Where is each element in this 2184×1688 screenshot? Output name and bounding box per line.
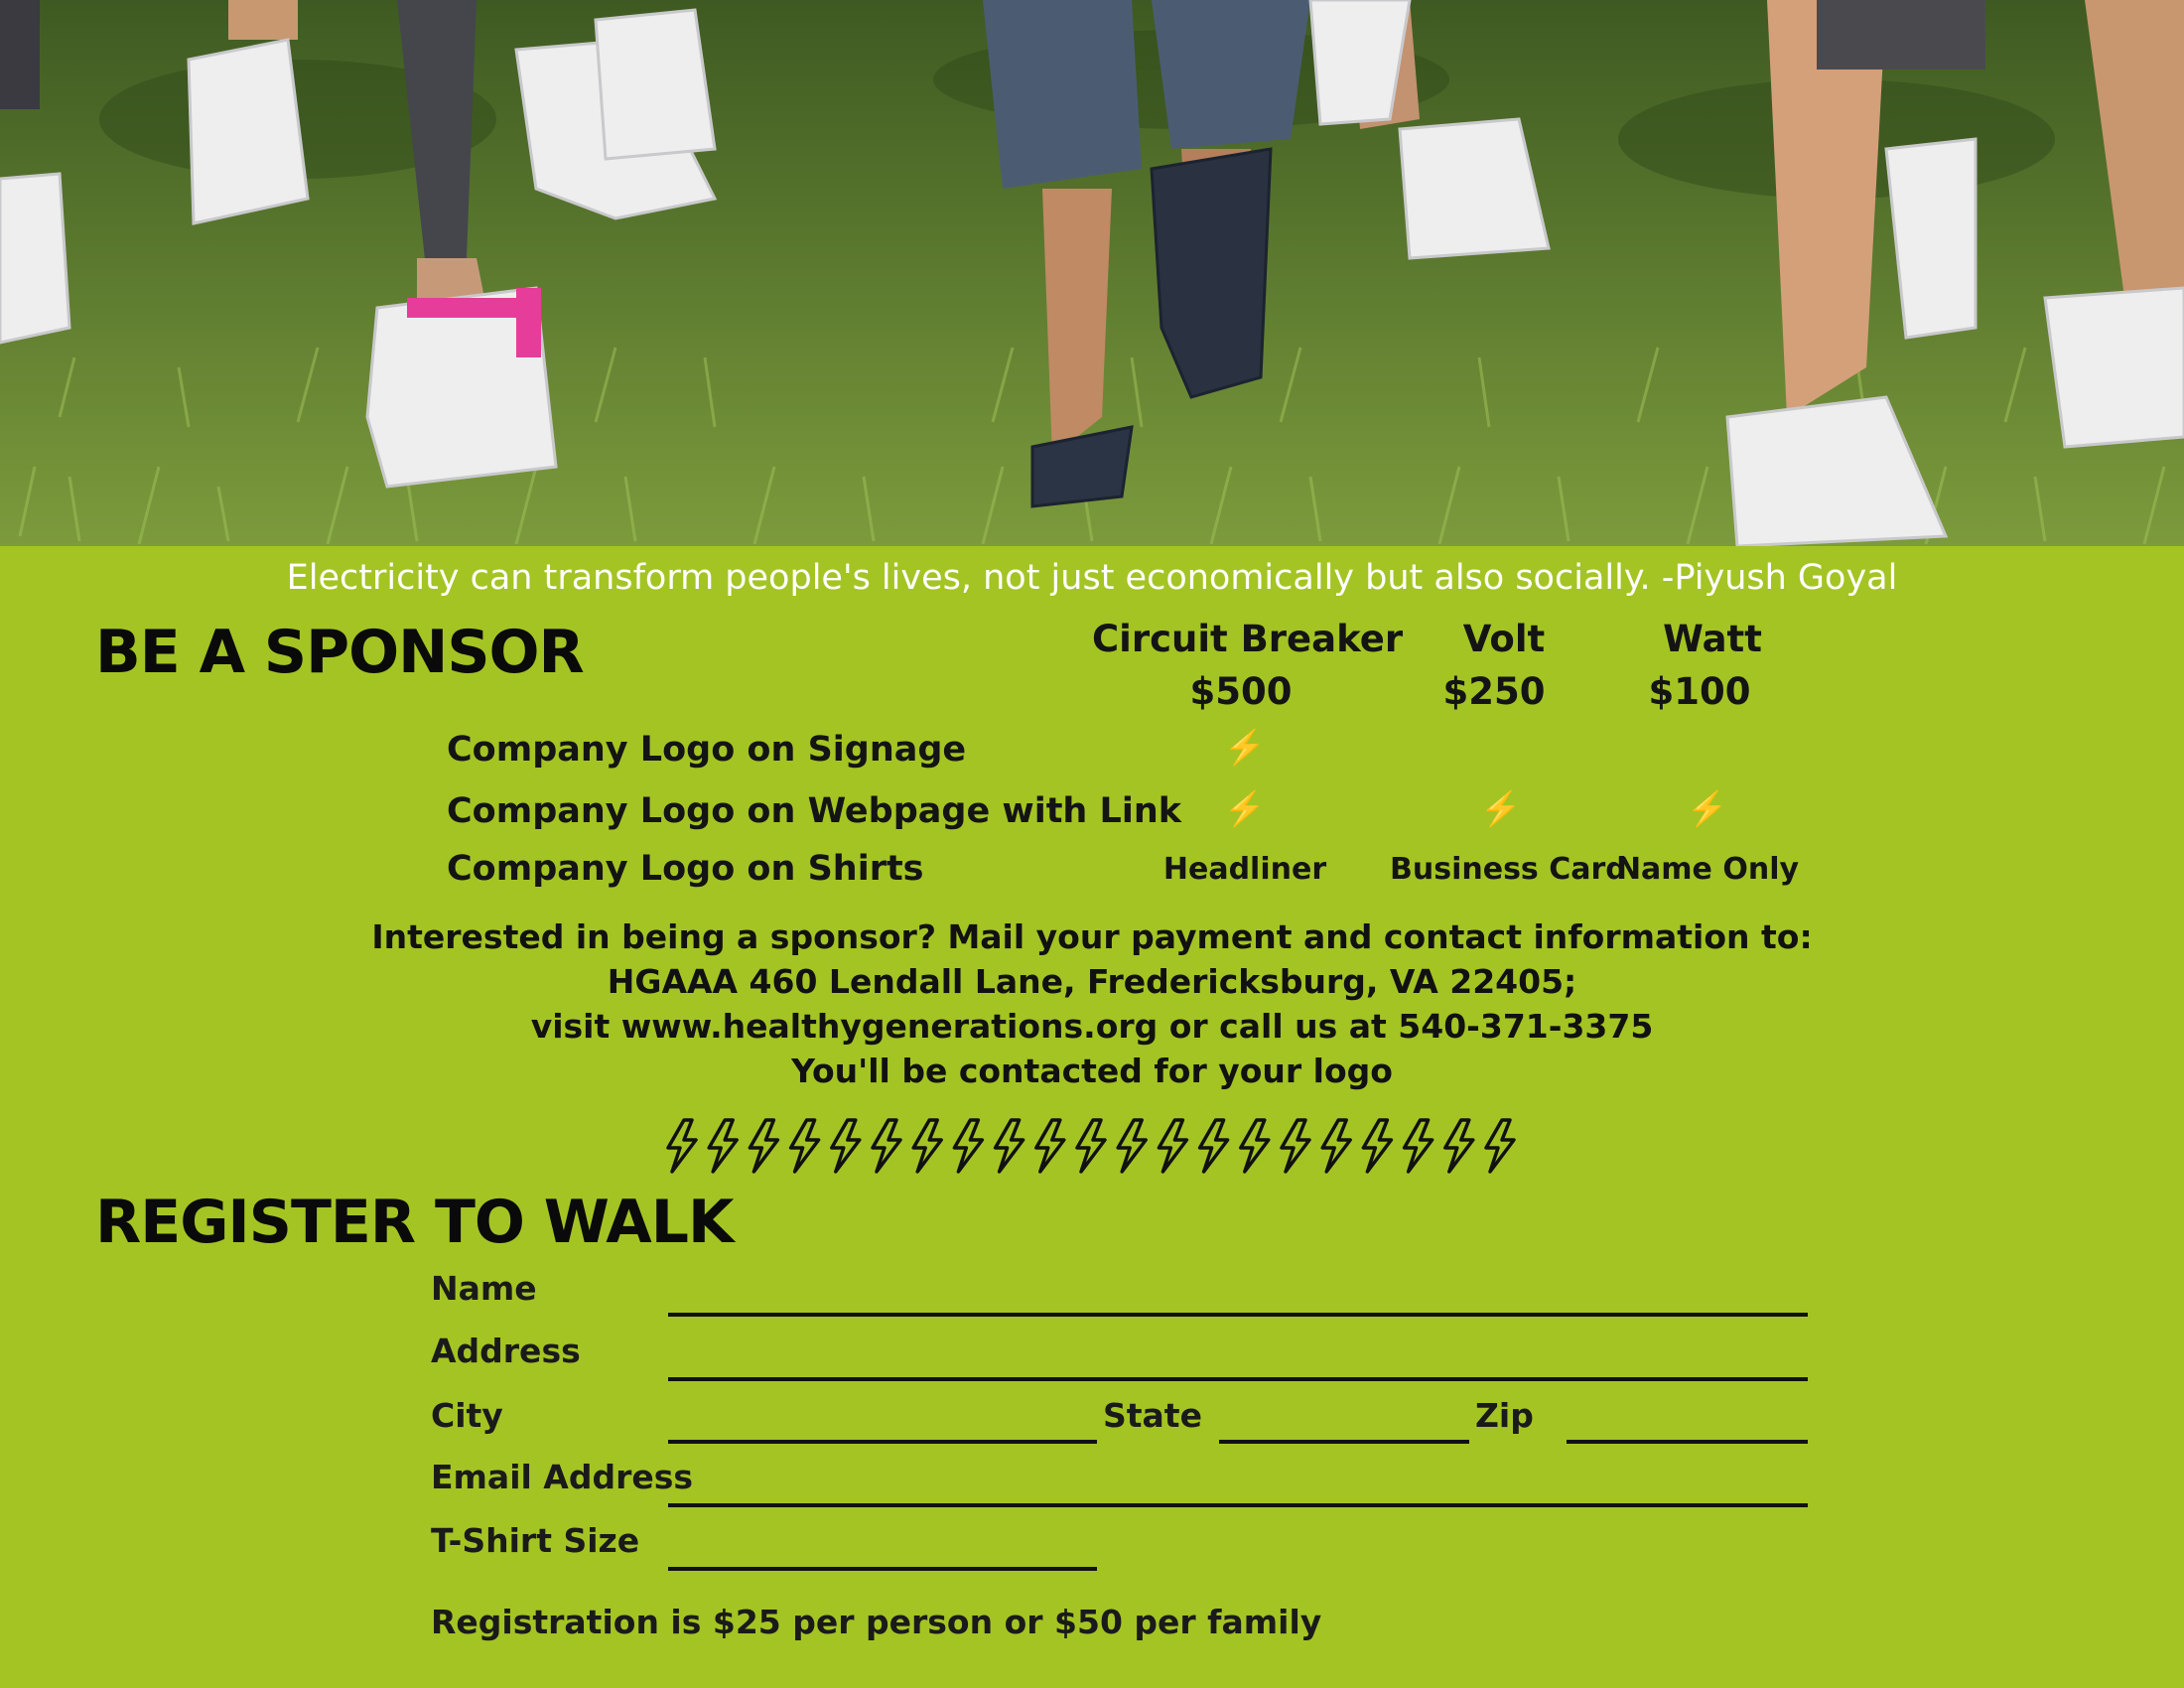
shirt-level-name-only: Name Only: [1615, 852, 1800, 887]
shirt-level-business-card: Business Card: [1390, 852, 1627, 887]
tier-price-circuit-breaker: $500: [1189, 670, 1293, 713]
lightning-bolt-outline-icon: [1405, 1120, 1433, 1172]
lightning-bolt-outline-icon: [1200, 1120, 1228, 1172]
lightning-bolt-icon: ⚡: [1223, 790, 1267, 828]
quote-text: Electricity can transform people's lives, not just economically but also socially. -Piyush Goyal: [286, 558, 1898, 598]
benefit-logo-webpage: Company Logo on Webpage with Link: [447, 791, 1182, 831]
lightning-bolt-outline-icon: [914, 1120, 942, 1172]
address-field-line[interactable]: [668, 1377, 1808, 1381]
tshirt-size-field-line[interactable]: [668, 1567, 1097, 1571]
tier-name-volt: Volt: [1462, 618, 1546, 660]
header-photo-walkers-on-grass: [0, 0, 2184, 546]
lightning-bolt-outline-icon: [751, 1120, 778, 1172]
registration-fee-note: Registration is $25 per person or $50 per family: [431, 1603, 1322, 1641]
state-label: State: [1103, 1396, 1202, 1435]
lightning-bolt-outline-icon: [1364, 1120, 1392, 1172]
tier-price-volt: $250: [1442, 670, 1546, 713]
lightning-bolt-outline-icon: [791, 1120, 819, 1172]
shirt-level-headliner: Headliner: [1162, 852, 1327, 887]
lightning-bolt-outline-icon: [1486, 1120, 1514, 1172]
benefit-logo-shirts: Company Logo on Shirts: [447, 849, 924, 889]
tier-name-circuit-breaker: Circuit Breaker: [1092, 618, 1404, 660]
zip-label: Zip: [1475, 1396, 1534, 1435]
lightning-bolt-outline-icon: [1445, 1120, 1473, 1172]
sponsor-info-line-3: visit www.healthygenerations.org or call us at 540-371-3375: [530, 1007, 1654, 1046]
benefit-logo-signage: Company Logo on Signage: [447, 730, 967, 770]
lightning-bolt-icon: ⚡: [1479, 790, 1523, 828]
city-label: City: [431, 1396, 503, 1435]
lightning-bolt-outline-icon: [1077, 1120, 1105, 1172]
lightning-bolt-outline-icon: [832, 1120, 860, 1172]
lightning-bolt-outline-icon: [710, 1120, 738, 1172]
register-heading: REGISTER TO WALK: [95, 1188, 734, 1257]
lightning-bolt-outline-icon: [1323, 1120, 1351, 1172]
state-field-line[interactable]: [1219, 1440, 1469, 1444]
tier-price-watt: $100: [1648, 670, 1751, 713]
lightning-bolt-outline-icon: [1160, 1120, 1187, 1172]
tshirt-size-label: T-Shirt Size: [431, 1521, 640, 1560]
lightning-bolt-outline-icon: [1119, 1120, 1147, 1172]
lightning-bolt-divider: [0, 1118, 2184, 1178]
tier-name-watt: Watt: [1663, 618, 1762, 660]
name-field-line[interactable]: [668, 1313, 1808, 1317]
lightning-bolt-icon: ⚡: [1686, 790, 1729, 828]
lightning-bolt-divider-svg: [662, 1118, 1521, 1174]
lightning-bolt-outline-icon: [1282, 1120, 1309, 1172]
lightning-bolt-outline-icon: [996, 1120, 1024, 1172]
sponsor-info-line-1: Interested in being a sponsor? Mail your payment and contact information to:: [371, 917, 1813, 956]
email-label: Email Address: [431, 1458, 694, 1496]
address-label: Address: [431, 1332, 581, 1370]
name-label: Name: [431, 1269, 537, 1308]
walkers-illustration: [0, 0, 2184, 546]
lightning-bolt-outline-icon: [873, 1120, 900, 1172]
sponsor-info-line-4: You'll be contacted for your logo: [791, 1052, 1393, 1090]
lightning-bolt-icon: ⚡: [1223, 729, 1267, 767]
sponsor-info-line-2: HGAAA 460 Lendall Lane, Fredericksburg, VA 22405;: [607, 962, 1577, 1001]
sponsor-heading: BE A SPONSOR: [95, 618, 584, 687]
email-field-line[interactable]: [668, 1503, 1808, 1507]
zip-field-line[interactable]: [1567, 1440, 1808, 1444]
city-field-line[interactable]: [668, 1440, 1097, 1444]
lightning-bolt-outline-icon: [668, 1120, 696, 1172]
lightning-bolt-outline-icon: [1241, 1120, 1269, 1172]
lightning-bolt-outline-icon: [955, 1120, 983, 1172]
lightning-bolt-outline-icon: [1036, 1120, 1064, 1172]
